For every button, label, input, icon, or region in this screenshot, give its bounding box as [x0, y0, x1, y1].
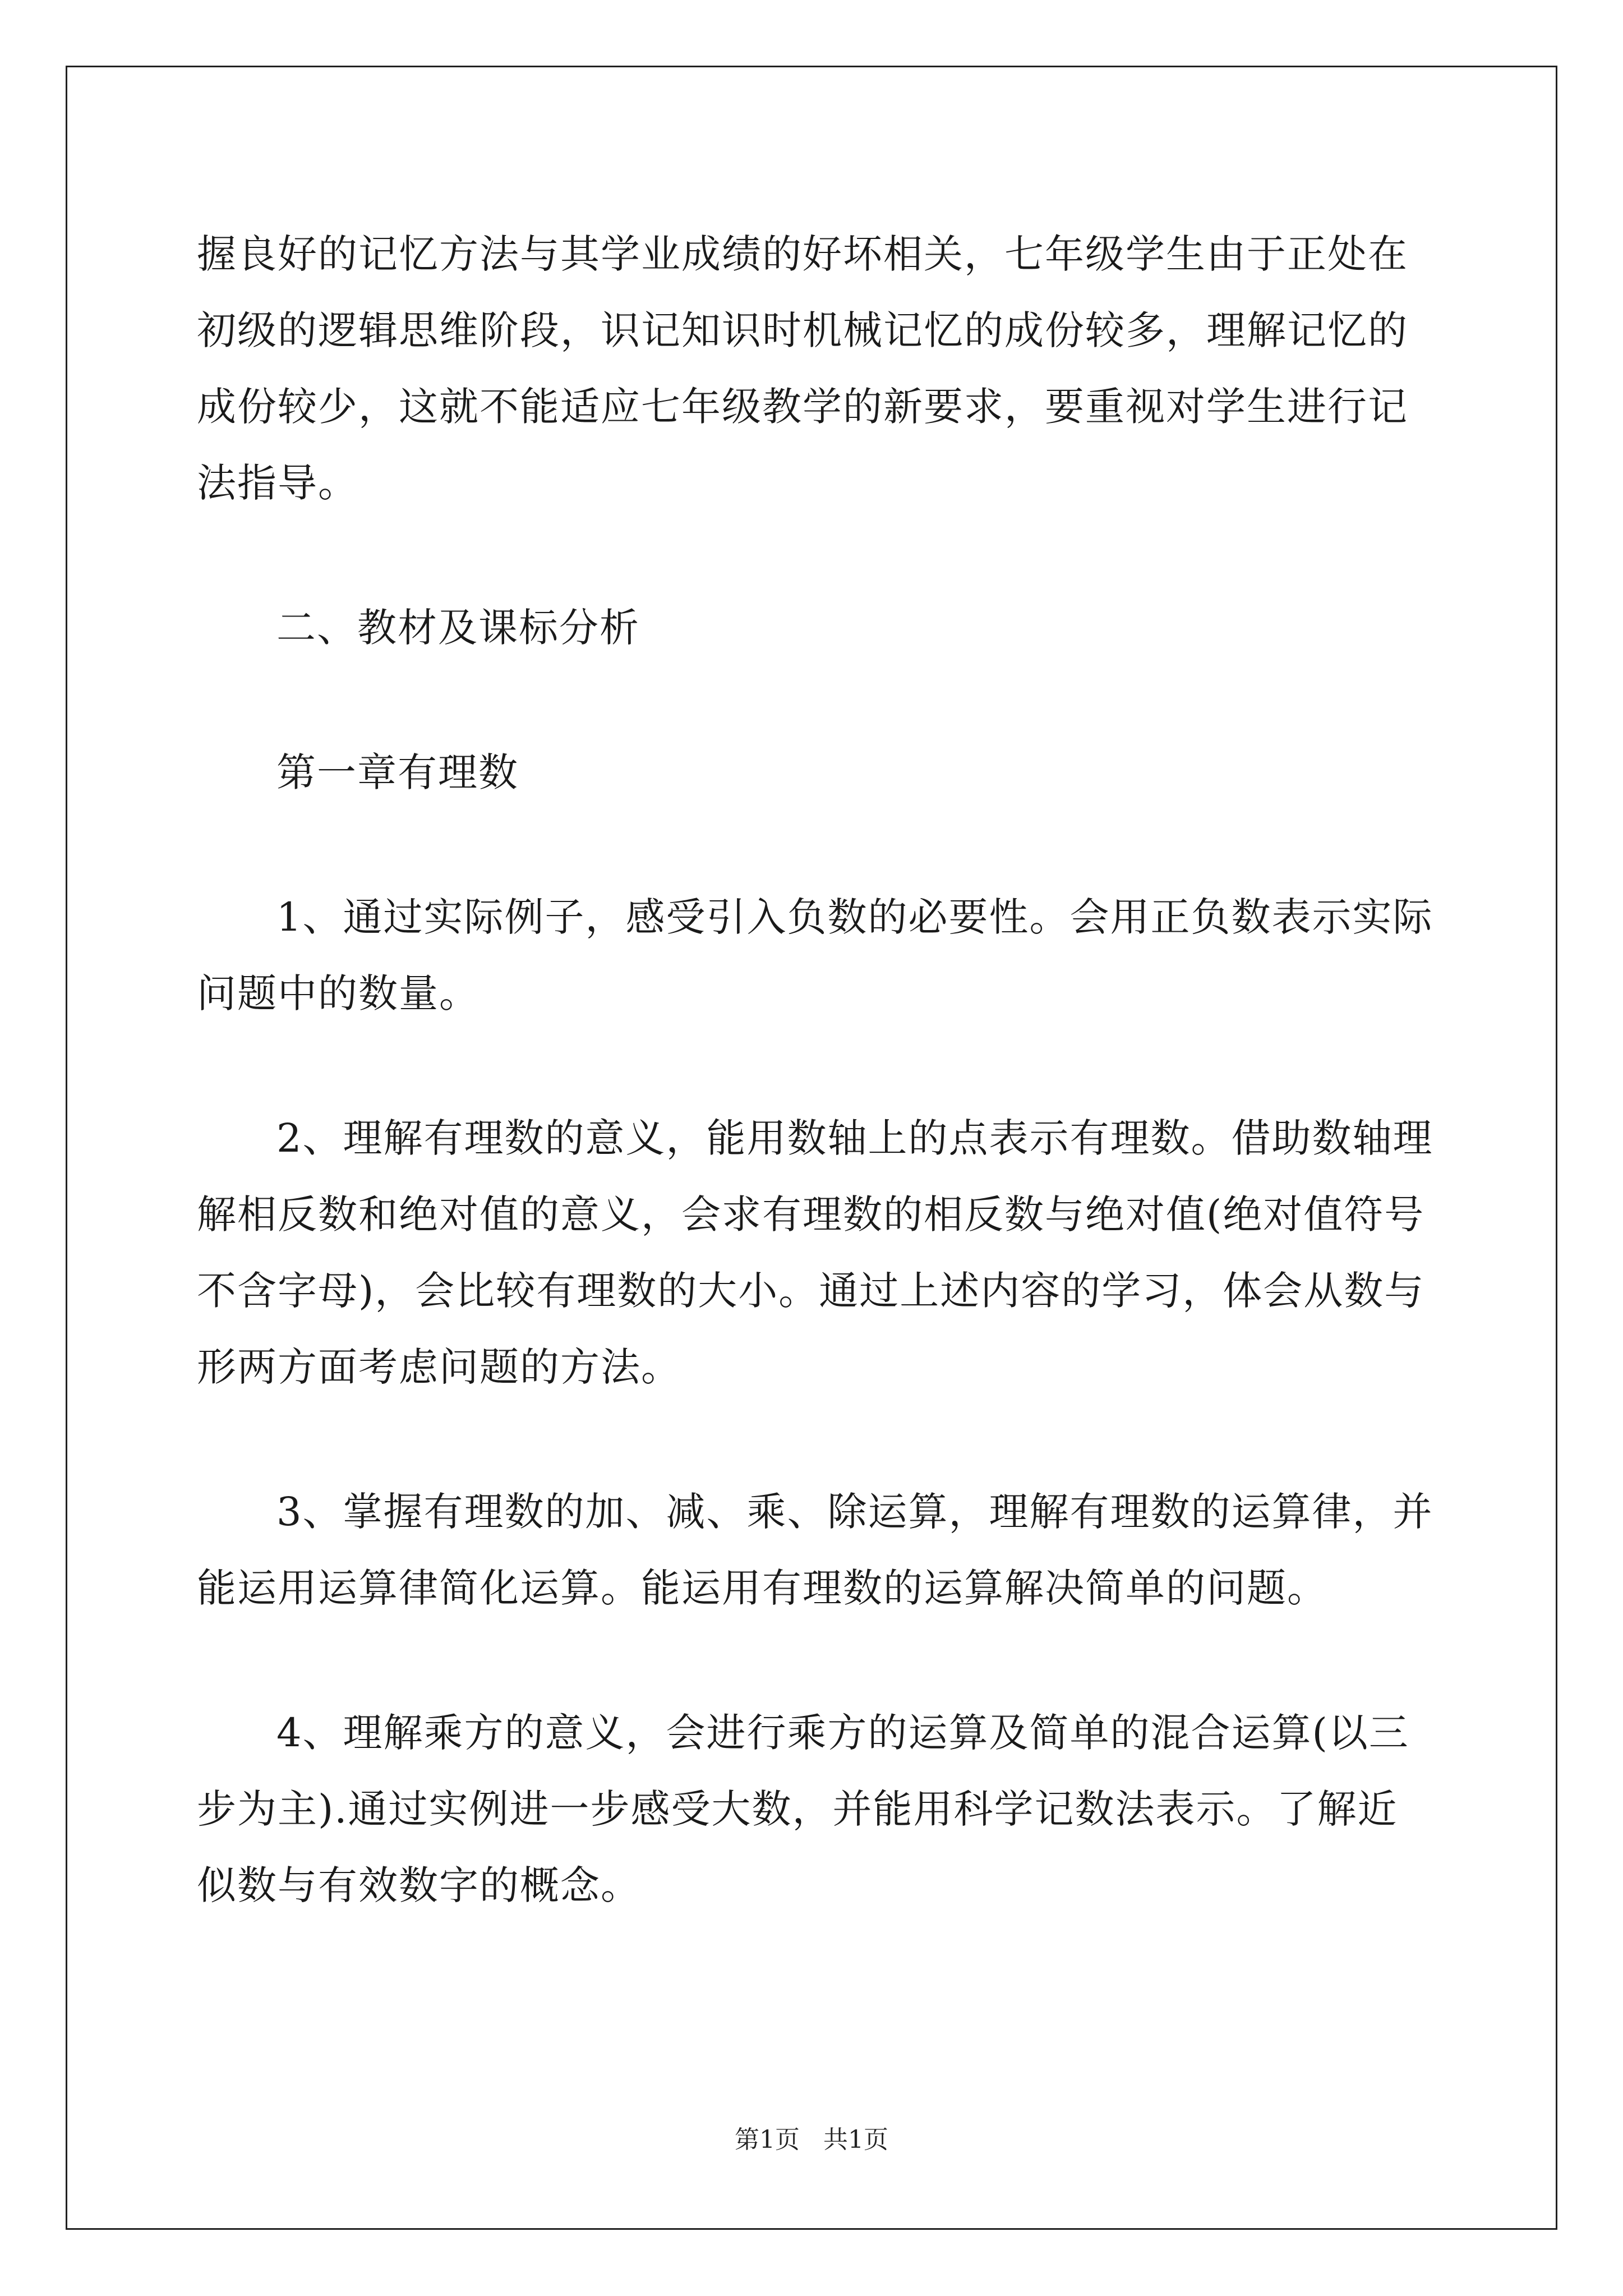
paragraph-item-4: [197, 1695, 1425, 1924]
text-line: 步为主).通过实例进一步感受大数，并能用科学记数法表示。了解近: [197, 1786, 1398, 1832]
text-line: 能运用运算律简化运算。能运用有理数的运算解决简单的问题。: [197, 1565, 1327, 1611]
text-line: 问题中的数量。: [197, 970, 479, 1016]
page-footer: [0, 2123, 1623, 2157]
heading-text: 二、教材及课标分析: [276, 605, 640, 651]
text-line: 初级的逻辑思维阶段，识记知识时机械记忆的成份较多，理解记忆的: [197, 307, 1408, 353]
paragraph-item-3: [197, 1474, 1433, 1626]
text-line: 1、通过实际例子，感受引入负数的必要性。会用正负数表示实际: [276, 894, 1433, 940]
page-total: 共1页: [823, 2125, 888, 2154]
heading-text: 第一章有理数: [276, 749, 519, 795]
paragraph-item-1: [197, 879, 1433, 1032]
text-line: 解相反数和绝对值的意义，会求有理数的相反数与绝对值(绝对值符号: [197, 1191, 1425, 1237]
chapter-heading: [197, 734, 1425, 811]
document-body: [197, 216, 1433, 1924]
text-line: 3、掌握有理数的加、减、乘、除运算，理解有理数的运算律，并: [276, 1489, 1433, 1535]
page-number: 第1页: [735, 2125, 800, 2154]
paragraph-intro-memory: [197, 216, 1425, 521]
text-line: 成份较少，这就不能适应七年级教学的新要求，要重视对学生进行记: [197, 384, 1408, 430]
text-line: 不含字母)，会比较有理数的大小。通过上述内容的学习，体会从数与: [197, 1268, 1425, 1314]
text-line: 似数与有效数字的概念。: [197, 1862, 641, 1908]
text-line: 4、理解乘方的意义，会进行乘方的运算及简单的混合运算(以三: [276, 1710, 1409, 1756]
paragraph-item-2: [197, 1100, 1433, 1405]
text-line: 握良好的记忆方法与其学业成绩的好坏相关，七年级学生由于正处在: [197, 231, 1408, 277]
text-line: 法指导。: [197, 460, 358, 506]
text-line: 2、理解有理数的意义，能用数轴上的点表示有理数。借助数轴理: [276, 1115, 1433, 1161]
section-heading: [197, 590, 1425, 666]
text-line: 形两方面考虑问题的方法。: [197, 1344, 681, 1390]
